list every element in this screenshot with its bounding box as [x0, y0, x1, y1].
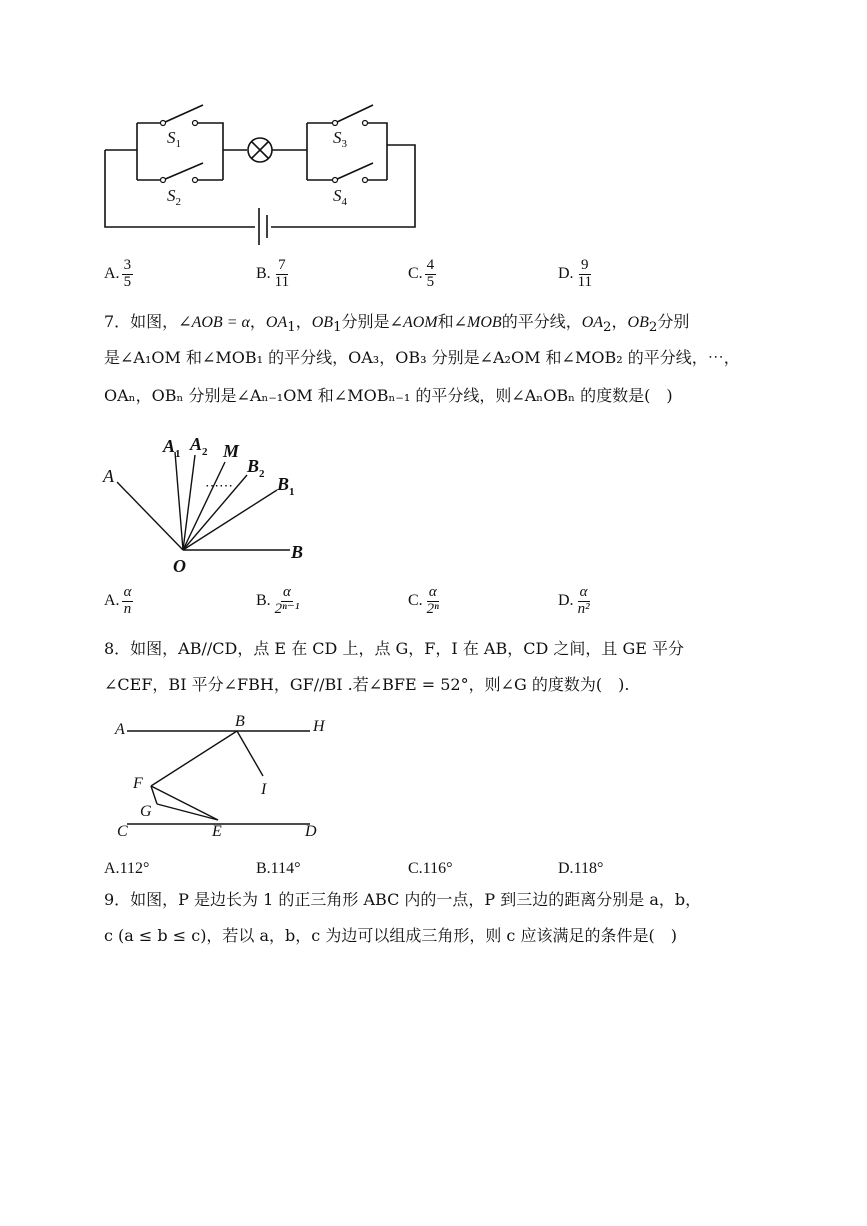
label-i: I	[261, 781, 267, 798]
label-h: H	[313, 718, 325, 735]
q8-line-1: 8．如图，AB//CD，点 E 在 CD 上，点 G，F，I 在 AB，CD 之间，且 GE 平分	[104, 639, 685, 658]
label-s2: $S_2$	[167, 186, 181, 208]
label-a2: $A_2$	[190, 434, 208, 458]
label-b1: $B_1$	[277, 474, 295, 498]
label-g: G	[140, 803, 152, 820]
q7-line-2: 是∠A₁OM 和∠MOB₁ 的平分线，OA₃，OB₃ 分别是∠A₂OM 和∠MOB₂ 的平分线，⋯，	[104, 348, 740, 367]
label-e: E	[212, 823, 222, 840]
q7-line-1: 7．如图，∠AOB = α，$OA_1$，$OB_1$分别是∠AOM和∠MOB的平分线，$OA_2$，$OB_2$分别	[104, 312, 690, 336]
q6-option-a[interactable]: A. $\frac{3}{5}$	[104, 257, 132, 290]
q7-option-b[interactable]: B. $\frac{\alpha}{\text{2ⁿ⁻¹}}$	[256, 584, 300, 617]
label-m: M	[223, 441, 240, 461]
label-a1: $A_1$	[163, 436, 181, 460]
label-s3: $S_3$	[333, 128, 347, 150]
q6-option-b[interactable]: B. $\frac{7}{11}$	[256, 257, 290, 290]
label-s1: $S_1$	[167, 128, 181, 150]
q9-line-1: 9．如图，P 是边长为 1 的正三角形 ABC 内的一点，P 到三边的距离分别是 a，b，	[104, 890, 702, 909]
q7-line-3: OAₙ，OBₙ 分别是∠Aₙ₋₁OM 和∠MOBₙ₋₁ 的平分线，则∠AₙOBₙ 的度数是( )	[104, 386, 673, 405]
q9-line-2: c (a ≤ b ≤ c)，若以 a，b，c 为边可以组成三角形，则 c 应该满足的条件是( )	[104, 926, 677, 945]
q7-option-d[interactable]: D. $\frac{\alpha}{\text{n²}}$	[558, 584, 590, 617]
q8-option-d[interactable]: D.118°	[558, 860, 604, 877]
label-b: B	[235, 713, 245, 730]
label-c: C	[117, 823, 128, 840]
label-o: O	[173, 556, 186, 576]
label-a: A	[103, 466, 114, 486]
q6-option-d[interactable]: D. $\frac{9}{11}$	[558, 257, 593, 290]
label-s4: $S_4$	[333, 186, 347, 208]
label-dots: ⋯⋯	[205, 479, 233, 494]
q8-option-a[interactable]: A.112°	[104, 860, 150, 877]
q7-option-a[interactable]: A. $\frac{\alpha}{n}$	[104, 584, 132, 617]
label-a: A	[115, 721, 125, 738]
label-f: F	[133, 775, 143, 792]
q8-option-b[interactable]: B.114°	[256, 860, 301, 877]
parallel-lines-diagram	[105, 708, 330, 843]
q6-option-c[interactable]: C. $\frac{4}{5}$	[408, 257, 435, 290]
q8-option-c[interactable]: C.116°	[408, 860, 453, 877]
label-b: B	[291, 542, 304, 562]
label-d: D	[305, 823, 317, 840]
q7-option-c[interactable]: C. $\frac{\alpha}{\text{2ⁿ}}$	[408, 584, 439, 617]
angle-diagram	[95, 430, 325, 580]
q8-line-2: ∠CEF，BI 平分∠FBH，GF//BI .若∠BFE = 52°，则∠G 的度数为( ).	[104, 675, 630, 694]
label-b2: $B_2$	[247, 456, 265, 480]
circuit-diagram	[95, 95, 425, 245]
